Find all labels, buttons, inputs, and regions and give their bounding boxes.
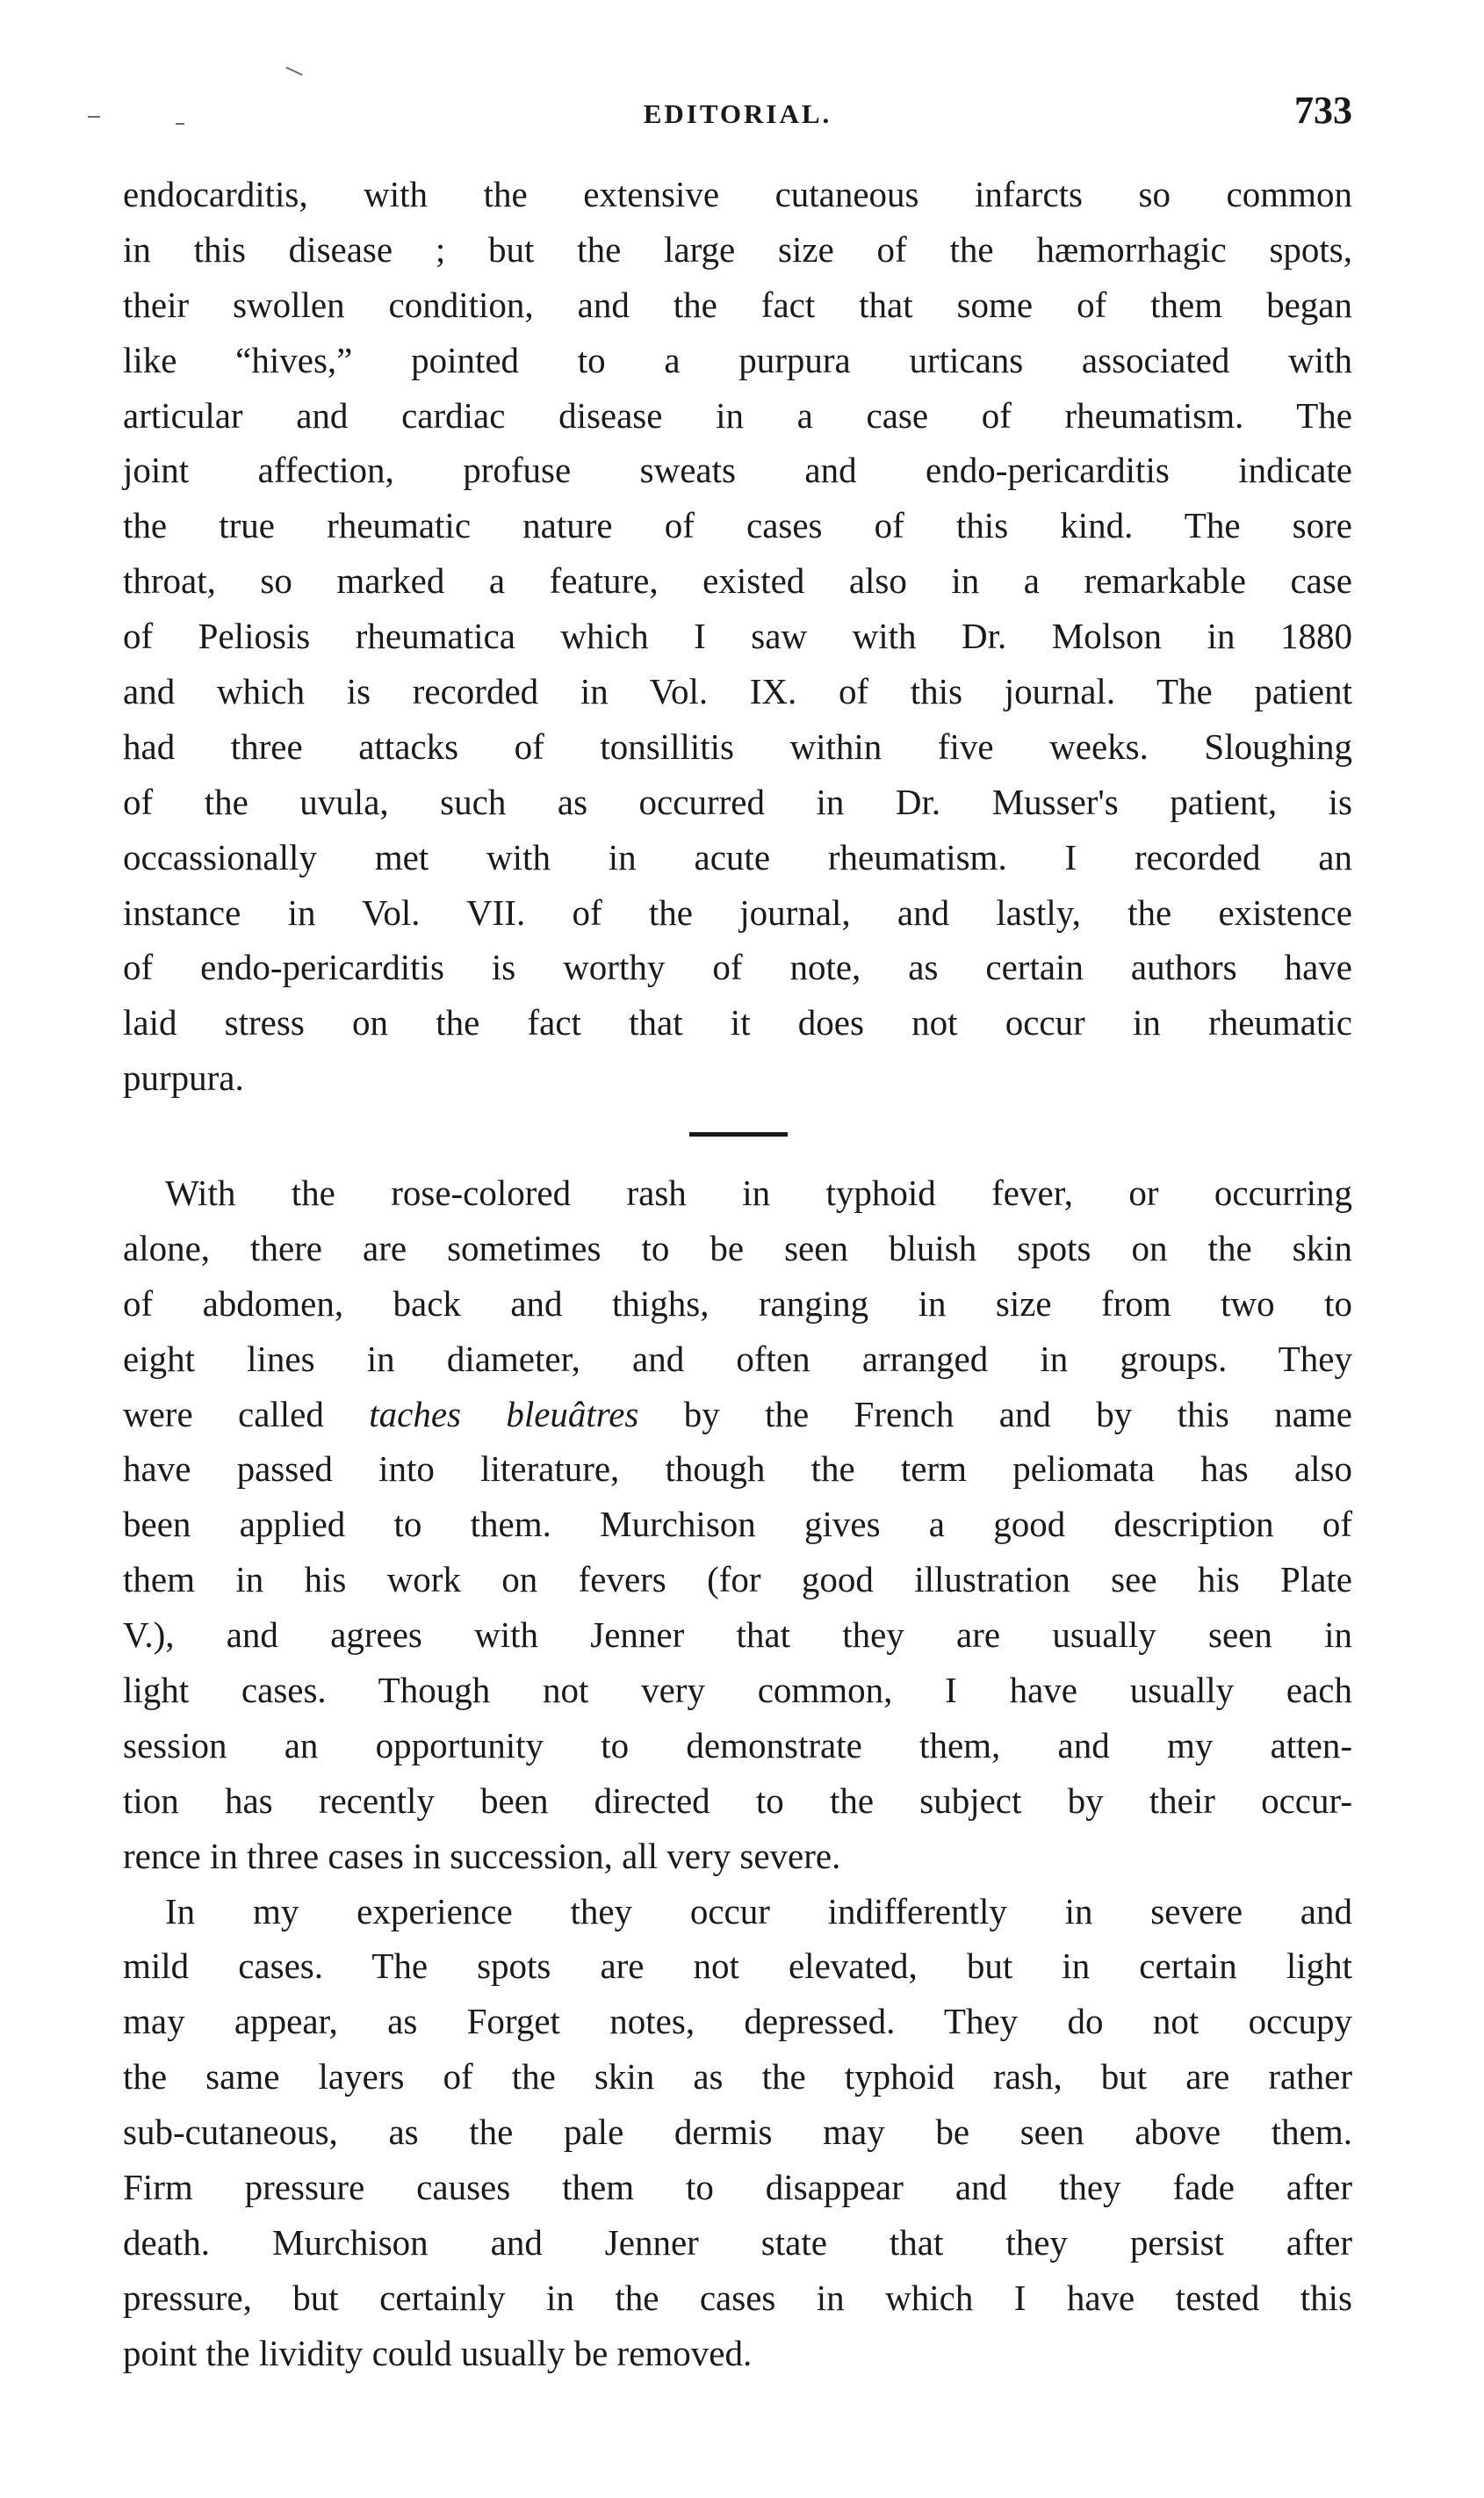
paragraph-editorial-continued — [123, 167, 1352, 1106]
paragraph-taches-bleuatres — [123, 1166, 1352, 2381]
text-line: the true rheumatic nature of cases of this kind. The sore — [123, 505, 1352, 546]
text-line: light cases. Though not very common, I have usually each — [123, 1670, 1352, 1711]
text-line: in this disease ; but the large size of the hæmorrhagic spots, — [123, 228, 1352, 270]
scan-mark — [286, 67, 303, 76]
text-line: joint affection, profuse sweats and endo-pericarditis indicate — [123, 450, 1352, 491]
text-line: In my experience they occur indifferently in severe and — [165, 1890, 1352, 1931]
text-line: of abdomen, back and thighs, ranging in size from two to — [123, 1282, 1352, 1324]
text-line: have passed into literature, though the term peliomata has also — [123, 1448, 1352, 1490]
section-divider — [689, 1132, 788, 1137]
text-line: may appear, as Forget notes, depressed. They do not occupy — [123, 2001, 1352, 2042]
running-head — [123, 88, 1352, 141]
text-line: endocarditis, with the extensive cutaneous infarcts so common — [123, 174, 1352, 214]
text-line: point the lividity could usually be removed. — [123, 2332, 753, 2373]
page-number: 733 — [1294, 89, 1352, 132]
text-line: rence in three cases in succession, all very severe. — [123, 1835, 841, 1876]
text-line: articular and cardiac disease in a case of rheumatism. The — [123, 394, 1352, 436]
text-line: alone, there are sometimes to be seen bluish spots on the skin — [123, 1227, 1352, 1268]
text-line: session an opportunity to demonstrate them, and my atten- — [123, 1724, 1352, 1765]
text-line: Firm pressure causes them to disappear and they fade after — [123, 2167, 1352, 2208]
italic-term: taches bleuâtres — [369, 1393, 639, 1434]
text-line: laid stress on the fact that it does not occur in rheumatic — [123, 1002, 1352, 1043]
text-line: and which is recorded in Vol. IX. of this journal. The patient — [123, 671, 1352, 712]
text-line-with-italic — [123, 1387, 1352, 1442]
text-line: V.), and agrees with Jenner that they are usually seen in — [123, 1614, 1352, 1656]
text-line: had three attacks of tonsillitis within five weeks. Sloughing — [123, 726, 1352, 767]
text-line: sub-cutaneous, as the pale dermis may be seen above them. — [123, 2112, 1352, 2153]
text-line: instance in Vol. VII. of the journal, and lastly, the existence — [123, 892, 1352, 933]
text-line: occassionally met with in acute rheumatism. I recorded an — [123, 836, 1352, 877]
text-line: mild cases. The spots are not elevated, but in certain light — [123, 1946, 1352, 1987]
text-line: throat, so marked a feature, existed also in a remarkable case — [123, 560, 1352, 602]
text-line: purpura. — [123, 1058, 244, 1099]
text-line: of Peliosis rheumatica which I saw with Dr. Molson in 1880 — [123, 616, 1352, 657]
text-line: of the uvula, such as occurred in Dr. Musser's patient, is — [123, 781, 1352, 822]
text-line: pressure, but certainly in the cases in which I have tested this — [123, 2277, 1352, 2318]
text-line: like “hives,” pointed to a purpura urticans associated with — [123, 339, 1352, 380]
text-line: With the rose-colored rash in typhoid fever, or occurring — [165, 1173, 1352, 1213]
text-line: been applied to them. Murchison gives a good description of — [123, 1504, 1352, 1545]
running-title: EDITORIAL. — [643, 98, 832, 129]
text-line: the same layers of the skin as the typhoid rash, but are rather — [123, 2056, 1352, 2097]
text-line: eight lines in diameter, and often arranged in groups. They — [123, 1338, 1352, 1379]
text-line: them in his work on fevers (for good illustration see his Plate — [123, 1559, 1352, 1600]
scan-mark — [88, 116, 100, 118]
text-run: were called — [123, 1393, 370, 1434]
text-line: their swollen condition, and the fact that some of them began — [123, 284, 1352, 325]
text-line: death. Murchison and Jenner state that they persist after — [123, 2221, 1352, 2263]
text-line: of endo-pericarditis is worthy of note, as certain authors have — [123, 947, 1352, 988]
text-line: tion has recently been directed to the subject by their occur- — [123, 1780, 1352, 1821]
text-run: by the French and by this name — [638, 1393, 1352, 1434]
